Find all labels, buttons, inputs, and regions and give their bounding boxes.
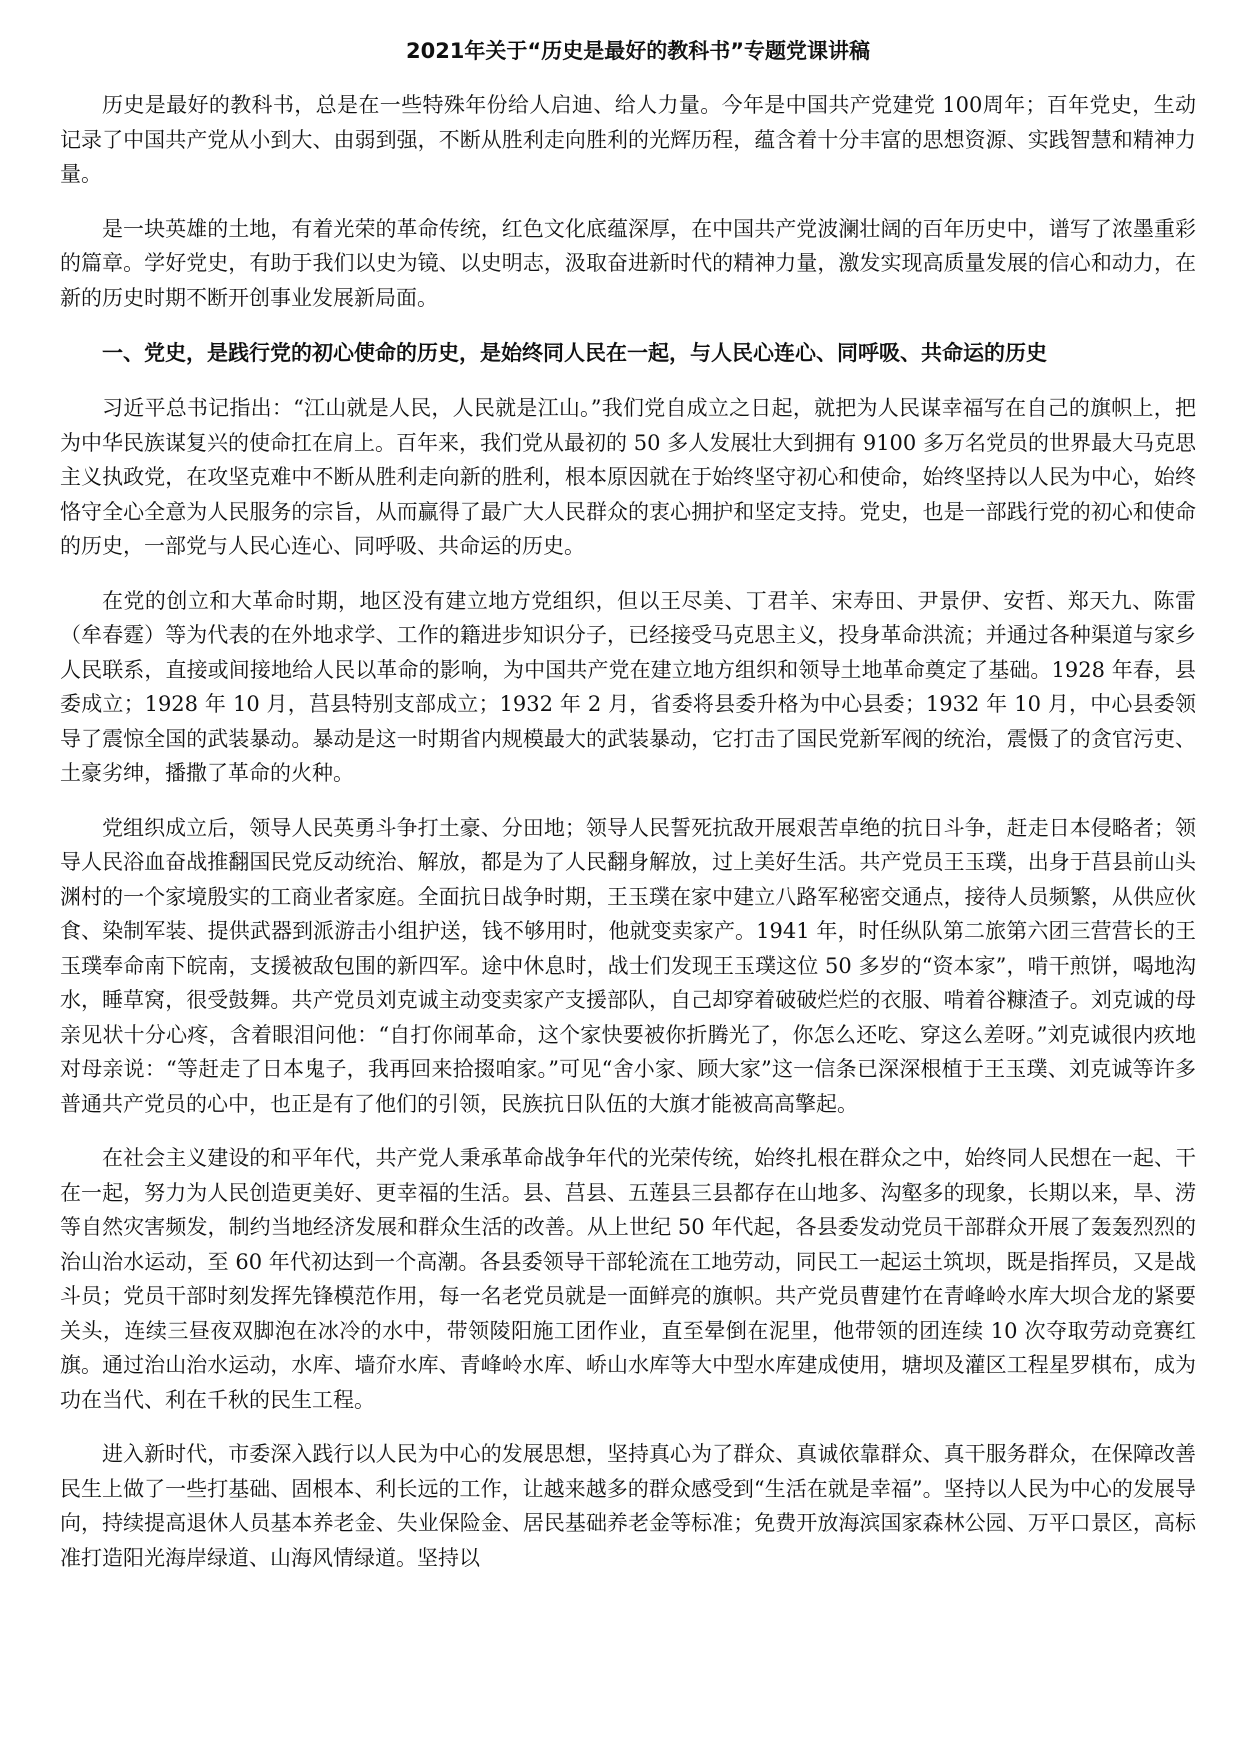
body-paragraph-5: 进入新时代，市委深入践行以人民为中心的发展思想，坚持真心为了群众、真诚依靠群众、真干服务群众，在保障改善民生上做了一些打基础、固根本、利长远的工作，让越来越多的群众感受到“生活在就是幸福”。坚持以人民为中心的发展导向，持续提高退休人员基本养老金、失业保险金、居民基础养老金等标准；免费开放海滨国家森林公园、万平口景区，高标准打造阳光海岸绿道、山海风情绿道。坚持以	[60, 1442, 1196, 1570]
body-paragraph-1: 习近平总书记指出：“江山就是人民，人民就是江山。”我们党自成立之日起，就把为人民谋幸福写在自己的旗帜上，把为中华民族谋复兴的使命扛在肩上。百年来，我们党从最初的 50 多人发展壮大到拥有 9100 多万名党员的世界最大马克思主义执政党，在攻坚克难中不断从胜利走向新的胜利，根本原因就在于始终坚守初心和使命，始终坚持以人民为中心，始终恪守全心全意为人民服务的宗旨，从而赢得了最广大人民群众的衷心拥护和坚定支持。党史，也是一部践行党的初心和使命的历史，一部党与人民心连心、同呼吸、共命运的历史。	[60, 396, 1196, 558]
intro-paragraph-2: 是一块英雄的土地，有着光荣的革命传统，红色文化底蕴深厚，在中国共产党波澜壮阔的百年历史中，谱写了浓墨重彩的篇章。学好党史，有助于我们以史为镜、以史明志，汲取奋进新时代的精神力量，激发实现高质量发展的信心和动力，在新的历史时期不断开创事业发展新局面。	[60, 216, 1196, 310]
body-paragraph-3: 党组织成立后，领导人民英勇斗争打土豪、分田地；领导人民誓死抗敌开展艰苦卓绝的抗日斗争，赶走日本侵略者；领导人民浴血奋战推翻国民党反动统治、解放，都是为了人民翻身解放，过上美好生活。共产党员王玉璞，出身于莒县前山头渊村的一个家境殷实的工商业者家庭。全面抗日战争时期，王玉璞在家中建立八路军秘密交通点，接待人员频繁，从供应伙食、染制军装、提供武器到派游击小组护送，钱不够用时，他就变卖家产。1941 年，时任纵队第二旅第六团三营营长的王玉璞奉命南下皖南，支援被敌包围的新四军。途中休息时，战士们发现王玉璞这位 50 多岁的“资本家”，啃干煎饼，喝地沟水，睡草窝，很受鼓舞。共产党员刘克诚主动变卖家产支援部队，自己却穿着破破烂烂的衣服、啃着谷糠渣子。刘克诚的母亲见状十分心疼，含着眼泪问他：“自打你闹革命，这个家快要被你折腾光了，你怎么还吃、穿这么差呀。”刘克诚很内疚地对母亲说：“等赶走了日本鬼子，我再回来拾掇咱家。”可见“舍小家、顾大家”这一信条已深深根植于王玉璞、刘克诚等许多普通共产党员的心中，也正是有了他们的引领，民族抗日队伍的大旗才能被高高擎起。	[60, 815, 1196, 1116]
body-paragraph-4: 在社会主义建设的和平年代，共产党人秉承革命战争年代的光荣传统，始终扎根在群众之中，始终同人民想在一起、干在一起，努力为人民创造更美好、更幸福的生活。县、莒县、五莲县三县都存在山地多、沟壑多的现象，长期以来，旱、涝等自然灾害频发，制约当地经济发展和群众生活的改善。从上世纪 50 年代起，各县委发动党员干部群众开展了轰轰烈烈的治山治水运动，至 60 年代初达到一个高潮。各县委领导干部轮流在工地劳动，同民工一起运土筑坝，既是指挥员，又是战斗员；党员干部时刻发挥先锋模范作用，每一名老党员就是一面鲜亮的旗帜。共产党员曹建竹在青峰岭水库大坝合龙的紧要关头，连续三昼夜双脚泡在冰冷的水中，带领陵阳施工团作业，直至晕倒在泥里，他带领的团连续 10 次夺取劳动竞赛红旗。通过治山治水运动，水库、墙夼水库、青峰岭水库、峤山水库等大中型水库建成使用，塘坝及灌区工程星罗棋布，成为功在当代、利在千秋的民生工程。	[60, 1146, 1196, 1412]
document-title: 2021年关于“历史是最好的教科书”专题党课讲稿	[405, 39, 871, 63]
body-paragraph-2: 在党的创立和大革命时期，地区没有建立地方党组织，但以王尽美、丁君羊、宋寿田、尹景伊、安哲、郑天九、陈雷（牟春霆）等为代表的在外地求学、工作的籍进步知识分子，已经接受马克思主义，投身革命洪流；并通过各种渠道与家乡人民联系，直接或间接地给人民以革命的影响，为中国共产党在建立地方组织和领导土地革命奠定了基础。1928 年春，县委成立；1928 年 10 月，莒县特别支部成立；1932 年 2 月，省委将县委升格为中心县委；1932 年 10 月，中心县委领导了震惊全国的武装暴动。暴动是这一时期省内规模最大的武装暴动，它打击了国民党新军阀的统治，震慑了的贪官污吏、土豪劣绅，播撒了革命的火种。	[60, 588, 1196, 785]
intro-paragraph-1: 历史是最好的教科书，总是在一些特殊年份给人启迪、给人力量。今年是中国共产党建党 100周年；百年党史，生动记录了中国共产党从小到大、由弱到强，不断从胜利走向胜利的光辉历程，蕴含着十分丰富的思想资源、实践智慧和精神力量。	[60, 93, 1196, 186]
section-heading: 一、党史，是践行党的初心使命的历史，是始终同人民在一起，与人民心连心、同呼吸、共命运的历史	[102, 341, 1047, 365]
